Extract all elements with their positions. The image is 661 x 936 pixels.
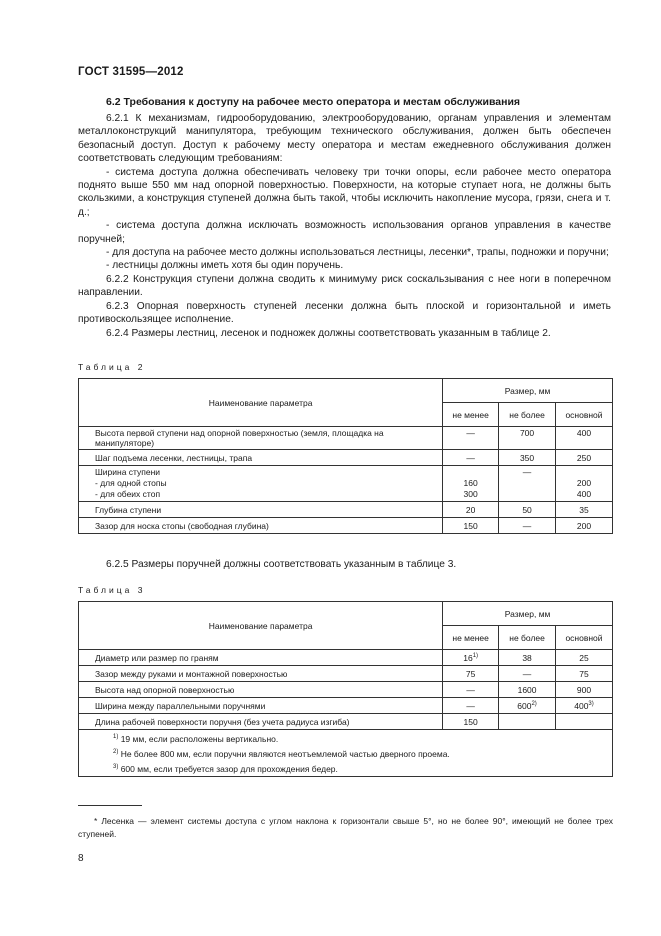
table-2 <box>78 378 613 534</box>
paragraph-6-2-1: 6.2.1 К механизмам, гидрооборудованию, электрооборудованию, органам управления и элементам металлоконструкций манипулятора, требующим технического обслуживания, должен быть обеспечен безопасный доступ. Доступ к рабочему месту оператора и местам ежедневного обслуживания должен соответствовать следующим требованиям: <box>78 113 611 165</box>
footnote: * Лесенка — элемент системы доступа с углом наклона к горизонтали свыше 5°, но не более 90°, имеющий не более трех ступеней. <box>78 816 613 839</box>
bullet-item: - система доступа должна обеспечивать человеку три точки опоры, если рабочее место оператора поднято выше 550 мм над опорной поверхностью. Поверхности, на которые ступает нога, не должны быть скользкими, а конструкция ступеней должна быть такой, чтобы исключить накопление мусора, грязи, снега и т. д.; <box>78 166 611 218</box>
bullet-item: - система доступа должна исключать возможность использования органов управления в качестве поручней; <box>78 220 611 245</box>
section-title: 6.2 Требования к доступу на рабочее место оператора и местам обслуживания <box>106 96 521 108</box>
header-nominal: основной <box>556 626 613 650</box>
header-parameter-name: Наименование параметра <box>79 602 443 650</box>
body-text-block-1 <box>78 112 611 340</box>
document-header: ГОСТ 31595—2012 <box>78 66 184 78</box>
table-row: Длина рабочей поверхности поручня (без учета радиуса изгиба) 150 <box>79 714 613 730</box>
header-max: не более <box>499 403 556 427</box>
table-note: $^{3)}$ 600 мм, если требуется зазор для прохождения бедер. <box>113 763 338 774</box>
table-note: $^{2)}$ Не более 800 мм, если поручни являются неотъемлемой частью дверного проема. <box>113 748 450 759</box>
table-row: Высота первой ступени над опорной поверхностью (земля, площадка на манипуляторе) — 700 400 <box>79 427 613 450</box>
table-row: Зазор для носка стопы (свободная глубина) 150 — 200 <box>79 518 613 534</box>
table-2-caption: Таблица 2 <box>78 362 146 372</box>
bullet-item: - для доступа на рабочее место должны использоваться лестницы, лесенки*, трапы, подножки и поручни; <box>106 247 609 259</box>
paragraph-6-2-5: 6.2.5 Размеры поручней должны соответствовать указанным в таблице 3. <box>106 559 457 570</box>
header-size: Размер, мм <box>443 379 613 403</box>
page-number: 8 <box>78 853 84 864</box>
table-notes-row <box>79 730 613 777</box>
bullet-item: - лестницы должны иметь хотя бы один поручень. <box>106 260 344 272</box>
table-row: Зазор между руками и монтажной поверхностью 75 — 75 <box>79 666 613 682</box>
table-row: Ширина ступени - для одной стопы - для обеих стоп 160 300 — 200 400 <box>79 466 613 502</box>
table-row: Глубина ступени 20 50 35 <box>79 502 613 518</box>
header-nominal: основной <box>556 403 613 427</box>
header-parameter-name: Наименование параметра <box>79 379 443 427</box>
header-min: не менее <box>443 403 499 427</box>
paragraph-6-2-4: 6.2.4 Размеры лестниц, лесенок и подножек должны соответствовать указанным в таблице 2. <box>106 327 551 339</box>
header-max: не более <box>499 626 556 650</box>
paragraph-6-2-2: 6.2.2 Конструкция ступени должна сводить к минимуму риск соскальзывания с нее ноги в поперечном направлении. <box>78 273 611 299</box>
footnote-divider <box>78 805 142 806</box>
header-min: не менее <box>443 626 499 650</box>
header-size: Размер, мм <box>443 602 613 626</box>
table-row: Шаг подъема лесенки, лестницы, трапа — 350 250 <box>79 450 613 466</box>
table-note: $^{1)}$ 19 мм, если расположены вертикально. <box>113 733 279 744</box>
table-row: Высота над опорной поверхностью — 1600 900 <box>79 682 613 698</box>
body-text-block-2 <box>78 558 611 571</box>
table-3-caption: Таблица 3 <box>78 585 146 595</box>
table-row: Ширина между параллельными поручнями — 600$^{2)}$ 400$^{3)}$ <box>79 698 613 714</box>
table-row: Диаметр или размер по граням 16$^{1)}$ 38 25 <box>79 650 613 666</box>
paragraph-6-2-3: 6.2.3 Опорная поверхность ступеней лесенки должна быть плоской и горизонтальной и иметь противоскользящее исполнение. <box>78 300 611 326</box>
table-3 <box>78 601 613 777</box>
